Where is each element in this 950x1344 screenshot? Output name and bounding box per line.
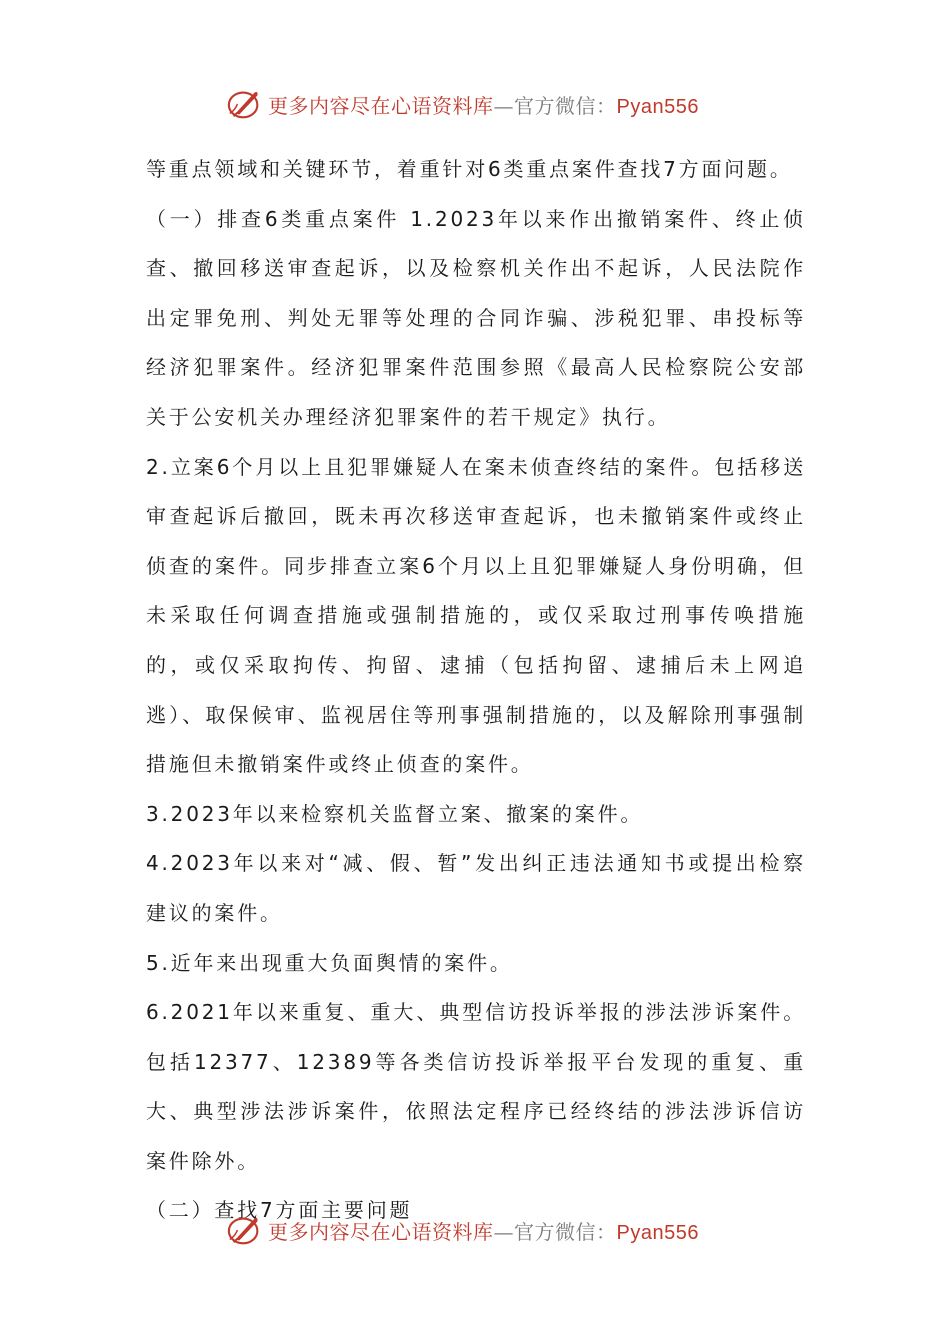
banner-wechat-id: Pyan556 <box>616 95 699 118</box>
banner-dash: — <box>493 1219 514 1244</box>
paragraph-intro: 等重点领域和关键环节，着重针对6类重点案件查找7方面问题。 <box>146 157 793 181</box>
quill-logo-icon <box>226 85 264 123</box>
banner-text: 更多内容尽在心语资料库 <box>268 93 494 118</box>
quill-logo-icon <box>226 1211 264 1249</box>
banner-text: 更多内容尽在心语资料库 <box>268 1219 494 1244</box>
paragraph-item-6: 6.2021年以来重复、重大、典型信访投诉举报的涉法涉诉案件。包括12377、12389等各类信访投诉举报平台发现的重复、重大、典型涉法涉诉案件，依照法定程序已经终结的涉法涉诉信访案件除外。 <box>146 1000 806 1173</box>
banner-dash: — <box>493 93 514 118</box>
banner-wechat-label: 官方微信： <box>514 1219 617 1244</box>
paragraph-section-2: （二）查找7方面主要问题 <box>146 1198 413 1223</box>
paragraph-item-4: 4.2023年以来对“减、假、暂”发出纠正违法通知书或提出检察建议的案件。 <box>146 851 806 925</box>
banner-wechat-id: Pyan556 <box>616 1221 699 1244</box>
paragraph-item-5: 5.近年来出现重大负面舆情的案件。 <box>146 950 513 975</box>
header-watermark-banner <box>226 84 746 124</box>
banner-wechat-label: 官方微信： <box>514 93 617 118</box>
paragraph-item-2: 2.立案6个月以上且犯罪嫌疑人在案未侦查终结的案件。包括移送审查起诉后撤回，既未再次移送审查起诉，也未撤销案件或终止侦查的案件。同步排查立案6个月以上且犯罪嫌疑人身份明确，但未采取任何调查措施或强制措施的，或仅采取过刑事传唤措施的，或仅采取拘传、拘留、逮捕（包括拘留、逮捕后未上网追逃）、取保候审、监视居住等刑事强制措施的，以及解除刑事强制措施但未撤销案件或终止侦查的案件。 <box>146 454 806 777</box>
document-body <box>146 145 806 1236</box>
paragraph-item-3: 3.2023年以来检察机关监督立案、撤案的案件。 <box>146 801 644 826</box>
paragraph-section-1: （一）排查6类重点案件 1.2023年以来作出撤销案件、终止侦查、撤回移送审查起诉，以及检察机关作出不起诉，人民法院作出定罪免刑、判处无罪等处理的合同诈骗、涉税犯罪、串投标等经济犯罪案件。经济犯罪案件范围参照《最高人民检察院公安部关于公安机关办理经济犯罪案件的若干规定》执行。 <box>146 206 806 429</box>
footer-watermark-banner <box>226 1210 746 1250</box>
